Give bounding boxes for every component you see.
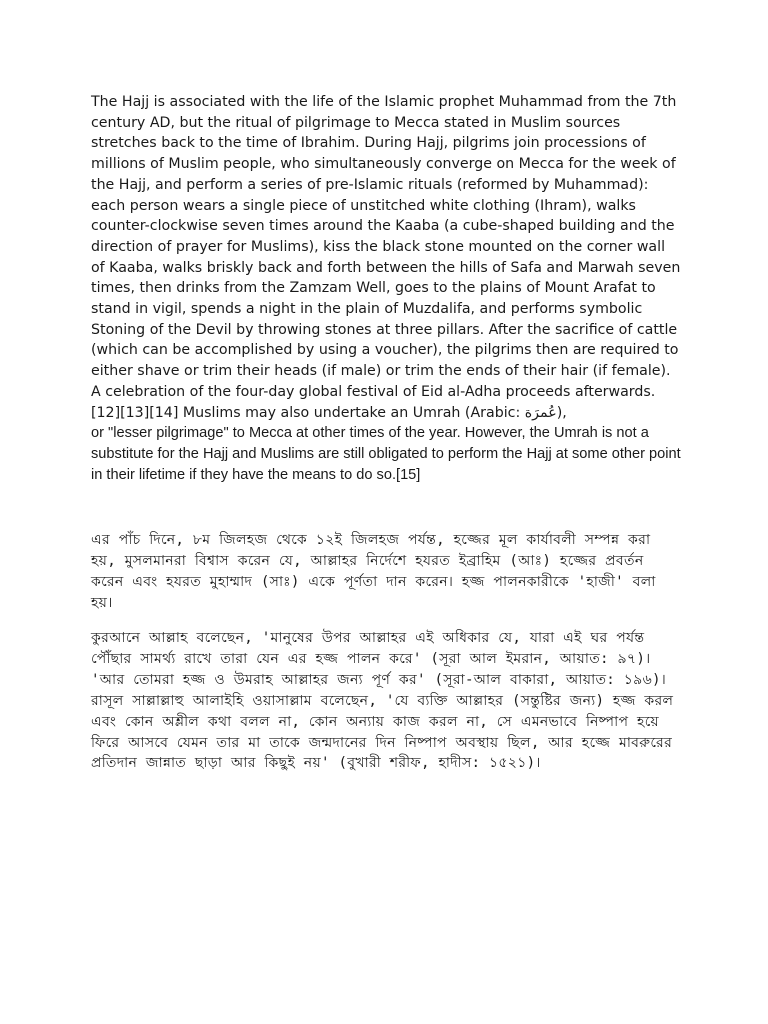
english-paragraph <box>91 92 681 485</box>
document-page <box>91 92 681 774</box>
bengali-paragraph-2: কুরআনে আল্লাহ বলেছেন, 'মানুষের উপর আল্লাহর এই অধিকার যে, যারা এই ঘর পর্যন্ত পৌঁছার সামর্থ্য রাখে তারা যেন এর হজ্জ পালন করে' (সূরা আল ইমরান, আয়াত: ৯৭)। 'আর তোমরা হজ্জ ও উমরাহ আল্লাহর জন্য পূর্ণ কর' (সূরা-আল বাকারা, আয়াত: ১৯৬)। রাসূল সাল্লাল্লাহু আলাইহি ওয়াসাল্লাম বলেছেন, 'যে ব্যক্তি আল্লাহর (সন্তুষ্টির জন্য) হজ্জ করল এবং কোন অশ্লীল কথা বলল না, কোন অন্যায় কাজ করল না, সে এমনভাবে নিষ্পাপ হয়ে ফিরে আসবে যেমন তার মা তাকে জন্মদানের দিন নিষ্পাপ অবস্থায় ছিল, আর হজ্জে মাবরুরের প্রতিদান জান্নাত ছাড়া আর কিছুই নয়' (বুখারী শরীফ, হাদীস: ১৫২১)। <box>91 629 674 772</box>
bengali-paragraph-1: এর পাঁচ দিনে, ৮ম জিলহজ থেকে ১২ই জিলহজ পর্যন্ত, হজ্জের মূল কার্যাবলী সম্পন্ন করা হয়, মুসলমানরা বিশ্বাস করেন যে, আল্লাহর নির্দেশে হযরত ইব্রাহিম (আঃ) হজ্জের প্রবর্তন করেন এবং হযরত মুহাম্মাদ (সাঃ) একে পূর্ণতা দান করেন। হজ্জ পালনকারীকে 'হাজী' বলা হয়। <box>91 532 656 612</box>
english-tail-text: or "lesser pilgrimage" to Mecca at other times of the year. However, the Umrah is not a substitute for the Hajj and Muslims are still obligated to perform the Hajj at some other point in their lifetime if they have the means to do so.[15] <box>91 425 681 483</box>
english-main-text: The Hajj is associated with the life of the Islamic prophet Muhammad from the 7th century AD, but the ritual of pilgrimage to Mecca stated in Muslim sources stretches back to the time of Ibrahim. During Hajj, pilgrims join processions of millions of Muslim people, who simultaneously converge on Mecca for the week of the Hajj, and perform a series of pre-Islamic rituals (reformed by Muhammad): each person wears a single piece of unstitched white clothing (Ihram), walks counter-clockwise seven times around the Kaaba (a cube-shaped building and the direction of prayer for Muslims), kiss the black stone mounted on the corner wall of Kaaba, walks briskly back and forth between the hills of Safa and Marwah seven times, then drinks from the Zamzam Well, goes to the plains of Mount Arafat to stand in vigil, spends a night in the plain of Muzdalifa, and performs symbolic Stoning of the Devil by throwing stones at three pillars. After the sacrifice of cattle (which can be accomplished by using a voucher), the pilgrims then are required to either shave or trim their heads (if male) or trim the ends of their hair (if female). A celebration of the four-day global festival of Eid al-Adha proceeds afterwards.[12][13][14] Muslims may also undertake an Umrah (Arabic: عُمرَة), <box>91 94 681 421</box>
